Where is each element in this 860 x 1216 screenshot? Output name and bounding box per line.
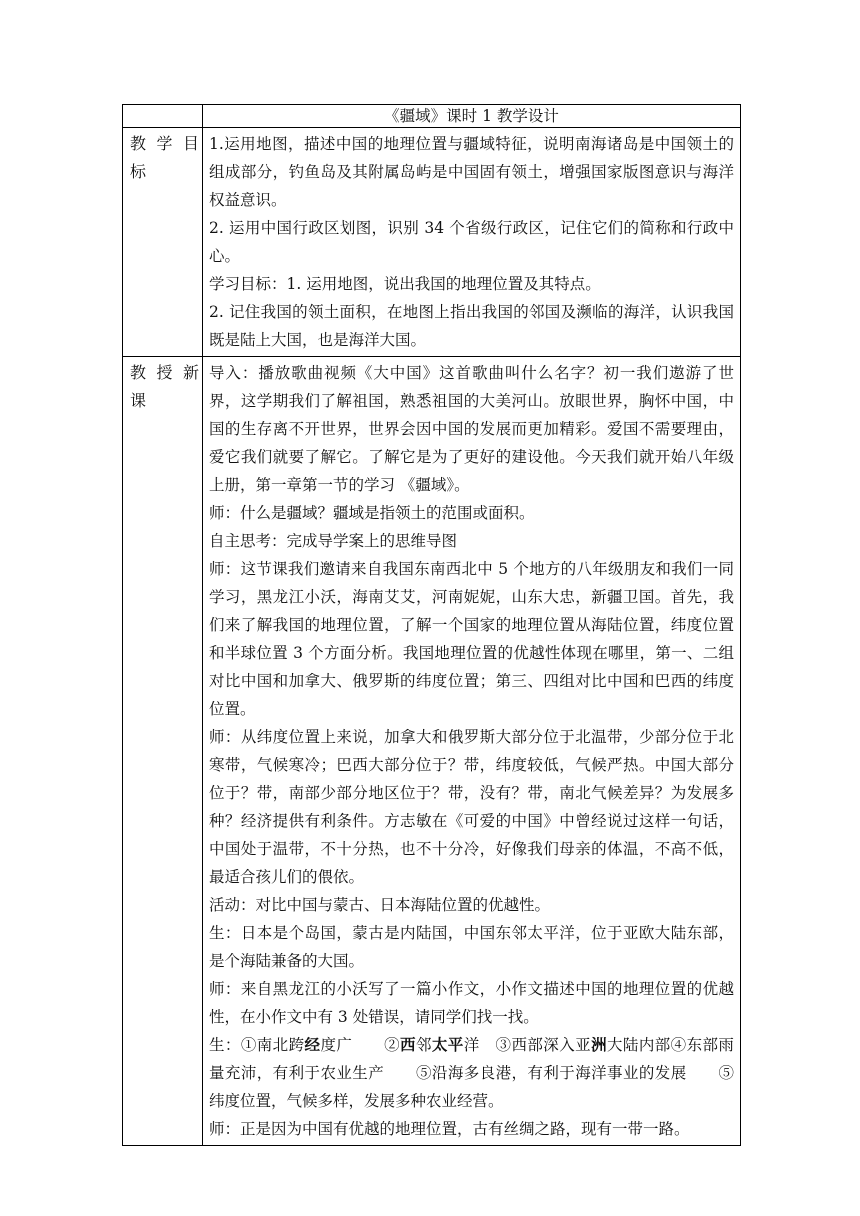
- lesson-label-line1: 教 授 新: [130, 363, 199, 382]
- student-answer: [209, 1031, 734, 1115]
- lesson-label-cell: [123, 357, 203, 1146]
- answer-bold-text: 西: [400, 1035, 416, 1054]
- title-row: [123, 105, 741, 128]
- lesson-paragraph: 师：来自黑龙江的小沃写了一篇小作文，小作文描述中国的地理位置的优越性，在小作文中有 3 处错误，请同学们找一找。: [209, 980, 734, 1026]
- answer-text: 邻: [415, 1036, 432, 1054]
- goals-paragraph: 学习目标：1. 运用地图，说出我国的地理位置及其特点。: [209, 275, 601, 293]
- goals-paragraph: 1.运用地图，描述中国的地理位置与疆域特征，说明南海诸岛是中国领土的组成部分，钓鱼岛及其附属岛屿是中国固有领土，增强国家版图意识与海洋权益意识。: [209, 135, 734, 209]
- document-title: 《疆域》课时 1 教学设计: [203, 105, 741, 128]
- answer-text: 度广 ②: [320, 1036, 401, 1054]
- lesson-paragraph: 自主思考：完成导学案上的思维导图: [209, 532, 458, 550]
- answer-bold-text: 太平: [431, 1035, 464, 1054]
- lesson-closing: 师：正是因为中国有优越的地理位置，古有丝绸之路，现有一带一路。: [209, 1120, 690, 1138]
- answer-text: 大陆内部④东部雨量充沛，有利于农业生产 ⑤沿海多良港，有利于海洋事业的发展 ⑤纬度位置，气候多样，发展多种农业经营。: [209, 1036, 734, 1110]
- answer-text: 生：①南北跨: [209, 1036, 305, 1054]
- lesson-paragraph: 生：日本是个岛国，蒙古是内陆国，中国东邻太平洋，位于亚欧大陆东部，是个海陆兼备的大国。: [209, 924, 734, 970]
- lesson-paragraph: 师：这节课我们邀请来自我国东南西北中 5 个地方的八年级朋友和我们一同学习，黑龙江小沃，海南艾艾，河南妮妮，山东大忠，新疆卫国。首先，我们来了解我国的地理位置，了解一个国家的地理位置从海陆位置，纬度位置和半球位置 3 个方面分析。我国地理位置的优越性体现在哪里，第一、二组对比中国和加拿大、俄罗斯的纬度位置；第三、四组对比中国和巴西的纬度位置。: [209, 560, 734, 718]
- title-row-empty-cell: [123, 105, 203, 128]
- lesson-row: [123, 357, 741, 1146]
- answer-bold-text: 经: [304, 1035, 321, 1054]
- goals-label-line2: 标: [130, 162, 147, 181]
- lesson-plan-table: [122, 104, 741, 1146]
- lesson-paragraph: 师：什么是疆域？疆域是指领土的范围或面积。: [209, 504, 535, 522]
- lesson-content-cell: [203, 357, 741, 1146]
- lesson-paragraph: 师：从纬度位置上来说，加拿大和俄罗斯大部分位于北温带，少部分位于北寒带，气候寒冷；巴西大部分位于？带，纬度较低，气候严热。中国大部分位于？带，南部少部分地区位于？带，没有？带，南北气候差异？为发展多种？经济提供有利条件。方志敏在《可爱的中国》中曾经说过这样一句话，中国处于温带，不十分热，也不十分冷，好像我们母亲的体温，不高不低，最适合孩儿们的偎依。: [209, 728, 734, 886]
- goals-label-line1: 教 学 目: [130, 134, 199, 153]
- goals-label-cell: [123, 128, 203, 357]
- answer-bold-text: 洲: [591, 1035, 607, 1054]
- goals-content-cell: [203, 128, 741, 357]
- lesson-paragraph: 活动：对比中国与蒙古、日本海陆位置的优越性。: [209, 896, 551, 914]
- goals-paragraph: 2. 记住我国的领土面积，在地图上指出我国的邻国及濒临的海洋，认识我国既是陆上大国，也是海洋大国。: [209, 303, 734, 349]
- lesson-paragraph: 导入：播放歌曲视频《大中国》这首歌曲叫什么名字？初一我们遨游了世界，这学期我们了解祖国，熟悉祖国的大美河山。放眼世界，胸怀中国，中国的生存离不开世界，世界会因中国的发展而更加精彩。爱国不需要理由，爱它我们就要了解它。了解它是为了更好的建设他。今天我们就开始八年级上册，第一章第一节的学习 《疆域》。: [209, 364, 734, 494]
- goals-row: [123, 128, 741, 357]
- lesson-label-line2: 课: [130, 391, 147, 410]
- answer-text: 洋 ③西部深入亚: [463, 1036, 592, 1054]
- goals-paragraph: 2. 运用中国行政区划图，识别 34 个省级行政区，记住它们的简称和行政中心。: [209, 219, 734, 265]
